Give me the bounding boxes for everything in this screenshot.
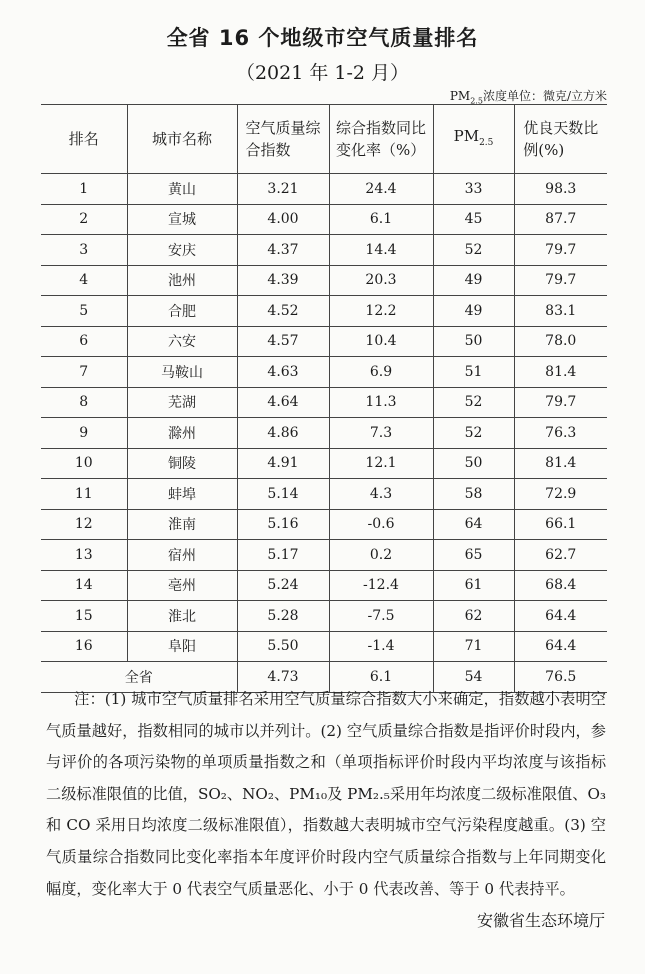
cell-rank: 7 (41, 357, 127, 388)
cell-good: 98.3 (514, 174, 607, 205)
cell-change: 6.9 (329, 357, 433, 388)
table-row (41, 357, 607, 388)
cell-city: 池州 (127, 265, 237, 296)
header-good-days: 优良天数比 例(%) (514, 105, 607, 174)
cell-index: 4.63 (237, 357, 329, 388)
cell-rank: 10 (41, 448, 127, 479)
cell-change: 14.4 (329, 235, 433, 266)
cell-rank: 15 (41, 601, 127, 632)
cell-good: 66.1 (514, 509, 607, 540)
cell-index: 5.17 (237, 540, 329, 571)
cell-rank: 8 (41, 387, 127, 418)
cell-good: 87.7 (514, 204, 607, 235)
cell-change: 6.1 (329, 204, 433, 235)
header-change: 综合指数同比 变化率（%） (329, 105, 433, 174)
table-body (41, 174, 607, 693)
table-row (41, 448, 607, 479)
cell-change: -0.6 (329, 509, 433, 540)
cell-change: 0.2 (329, 540, 433, 571)
cell-change: 4.3 (329, 479, 433, 510)
cell-pm: 62 (433, 601, 514, 632)
cell-city: 马鞍山 (127, 357, 237, 388)
table-row (41, 479, 607, 510)
cell-rank: 4 (41, 265, 127, 296)
cell-good: 78.0 (514, 326, 607, 357)
cell-pm: 49 (433, 296, 514, 327)
table-row (41, 570, 607, 601)
cell-pm: 71 (433, 631, 514, 662)
page-subtitle: （2021 年 1-2 月） (235, 62, 410, 84)
cell-index: 4.37 (237, 235, 329, 266)
cell-index: 5.28 (237, 601, 329, 632)
cell-rank: 11 (41, 479, 127, 510)
table-row (41, 509, 607, 540)
cell-good: 64.4 (514, 601, 607, 632)
cell-pm: 52 (433, 387, 514, 418)
issuer: 安徽省生态环境厅 (476, 911, 605, 930)
cell-good: 79.7 (514, 235, 607, 266)
cell-change: 12.1 (329, 448, 433, 479)
cell-rank: 1 (41, 174, 127, 205)
cell-index: 5.14 (237, 479, 329, 510)
total-pm: 54 (433, 662, 514, 693)
cell-change: 10.4 (329, 326, 433, 357)
cell-pm: 33 (433, 174, 514, 205)
cell-change: 12.2 (329, 296, 433, 327)
cell-change: 24.4 (329, 174, 433, 205)
cell-pm: 61 (433, 570, 514, 601)
cell-pm: 65 (433, 540, 514, 571)
cell-pm: 45 (433, 204, 514, 235)
header-city: 城市名称 (127, 105, 237, 174)
cell-index: 4.00 (237, 204, 329, 235)
table-row (41, 540, 607, 571)
cell-pm: 52 (433, 418, 514, 449)
cell-city: 宿州 (127, 540, 237, 571)
cell-index: 4.64 (237, 387, 329, 418)
table-row (41, 235, 607, 266)
cell-city: 宣城 (127, 204, 237, 235)
cell-city: 阜阳 (127, 631, 237, 662)
total-change: 6.1 (329, 662, 433, 693)
cell-good: 79.7 (514, 265, 607, 296)
header-pm25: $PM_{2.5}$ (433, 105, 514, 174)
header-index: 空气质量综 合指数 (237, 105, 329, 174)
cell-index: 4.52 (237, 296, 329, 327)
cell-pm: 49 (433, 265, 514, 296)
cell-index: 5.24 (237, 570, 329, 601)
table-header-row (41, 105, 607, 174)
cell-pm: 50 (433, 448, 514, 479)
table-row (41, 601, 607, 632)
cell-good: 83.1 (514, 296, 607, 327)
cell-good: 64.4 (514, 631, 607, 662)
cell-rank: 6 (41, 326, 127, 357)
cell-city: 亳州 (127, 570, 237, 601)
page-title: 全省 16 个地级市空气质量排名 (166, 26, 479, 50)
table-row (41, 174, 607, 205)
total-good: 76.5 (514, 662, 607, 693)
cell-change: 7.3 (329, 418, 433, 449)
cell-rank: 9 (41, 418, 127, 449)
cell-rank: 2 (41, 204, 127, 235)
ranking-table (41, 104, 607, 693)
table-row (41, 204, 607, 235)
unit-note: $PM_{2.5}$浓度单位：微克/立方米 (449, 89, 607, 106)
cell-pm: 50 (433, 326, 514, 357)
cell-city: 芜湖 (127, 387, 237, 418)
table-row (41, 418, 607, 449)
cell-city: 滁州 (127, 418, 237, 449)
cell-rank: 5 (41, 296, 127, 327)
cell-city: 淮北 (127, 601, 237, 632)
table-row (41, 326, 607, 357)
cell-change: -12.4 (329, 570, 433, 601)
cell-city: 黄山 (127, 174, 237, 205)
cell-change: 20.3 (329, 265, 433, 296)
cell-index: 4.91 (237, 448, 329, 479)
cell-good: 68.4 (514, 570, 607, 601)
cell-rank: 13 (41, 540, 127, 571)
cell-pm: 64 (433, 509, 514, 540)
table-row (41, 387, 607, 418)
cell-good: 81.4 (514, 448, 607, 479)
cell-index: 4.57 (237, 326, 329, 357)
cell-pm: 51 (433, 357, 514, 388)
cell-rank: 14 (41, 570, 127, 601)
cell-change: -1.4 (329, 631, 433, 662)
cell-city: 淮南 (127, 509, 237, 540)
cell-good: 72.9 (514, 479, 607, 510)
cell-rank: 16 (41, 631, 127, 662)
cell-good: 76.3 (514, 418, 607, 449)
table-row (41, 265, 607, 296)
cell-pm: 58 (433, 479, 514, 510)
cell-change: -7.5 (329, 601, 433, 632)
header-rank: 排名 (41, 105, 127, 174)
table-row (41, 296, 607, 327)
cell-index: 4.86 (237, 418, 329, 449)
cell-city: 合肥 (127, 296, 237, 327)
cell-city: 蚌埠 (127, 479, 237, 510)
table-row (41, 631, 607, 662)
cell-index: 5.50 (237, 631, 329, 662)
cell-pm: 52 (433, 235, 514, 266)
notes-paragraph: 注：(1) 城市空气质量排名采用空气质量综合指数大小来确定，指数越小表明空气质量越好，指数相同的城市以并列计。(2) 空气质量综合指数是指评价时段内，参与评价的各项污染物的单项质量指数之和（单项指标评价时段内平均浓度与该指标二级标准限值的比值，SO₂、NO₂、PM₁₀及 PM₂.₅采用年均浓度二级标准限值、O₃和 CO 采用日均浓度二级标准限值），指数越大表明城市空气污染程度越重。(3) 空气质量综合指数同比变化率指本年度评价时段内空气质量综合指数与上年同期变化幅度，变化率大于 0 代表空气质量恶化、小于 0 代表改善、等于 0 代表持平。 (46, 690, 606, 898)
cell-index: 4.39 (237, 265, 329, 296)
cell-city: 铜陵 (127, 448, 237, 479)
total-index: 4.73 (237, 662, 329, 693)
cell-rank: 3 (41, 235, 127, 266)
cell-good: 62.7 (514, 540, 607, 571)
cell-index: 3.21 (237, 174, 329, 205)
cell-rank: 12 (41, 509, 127, 540)
total-label: 全省 (41, 662, 237, 693)
cell-good: 79.7 (514, 387, 607, 418)
cell-change: 11.3 (329, 387, 433, 418)
cell-city: 安庆 (127, 235, 237, 266)
cell-city: 六安 (127, 326, 237, 357)
cell-index: 5.16 (237, 509, 329, 540)
cell-good: 81.4 (514, 357, 607, 388)
